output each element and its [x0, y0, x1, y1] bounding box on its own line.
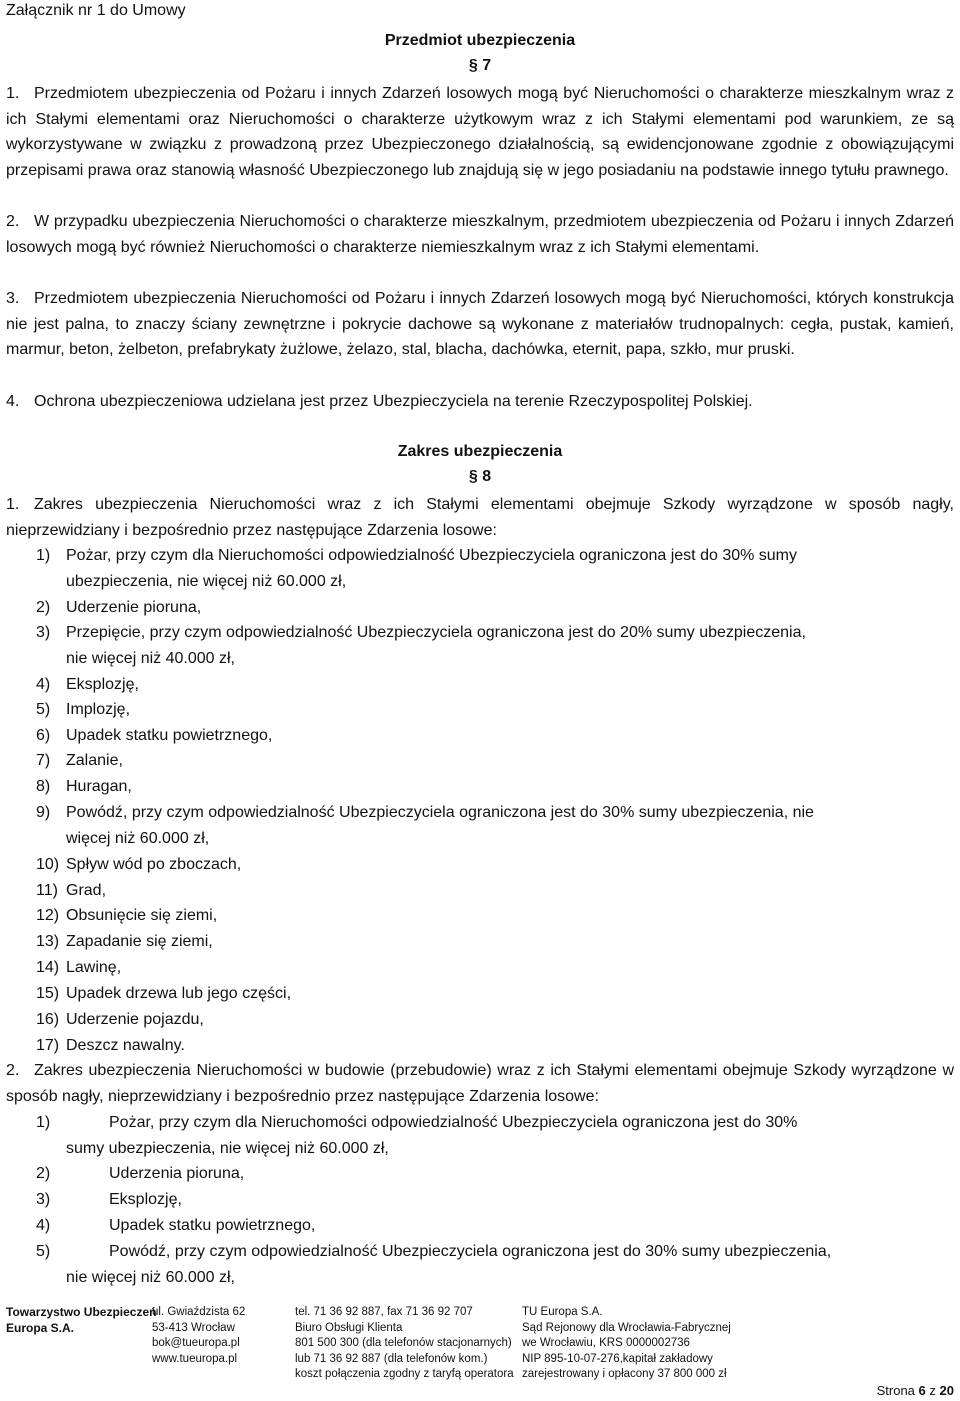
s8-p1-item-13: 13) Zapadanie się ziemi,	[36, 933, 213, 950]
s7-paragraph-4: 4. Ochrona ubezpieczeniowa udzielana jest przez Ubezpieczyciela na terenie Rzeczypospolitej Polskiej.	[6, 393, 753, 410]
s8-p2-item-1: 1) Pożar, przy czym dla Nieruchomości odpowiedzialność Ubezpieczyciela ograniczona jest do 30% sumy ubezpieczenia, nie więcej niż 60.000 zł,	[36, 1114, 798, 1157]
paragraph-sign-7: § 7	[468, 57, 492, 74]
footer-contact: tel. 71 36 92 887, fax 71 36 92 707 Biuro Obsługi Klienta 801 500 300 (dla telefonów stacjonarnych) lub 71 36 92 887 (dla telefonów kom.) koszt połączenia zgodny z taryfą operatora	[295, 1306, 514, 1380]
s8-p2-item-3: 3) Eksplozję,	[36, 1191, 182, 1208]
s8-p1-item-10: 10) Spływ wód po zboczach,	[36, 856, 242, 873]
s8-p1-item-17: 17) Deszcz nawalny.	[36, 1037, 185, 1054]
s8-p1-item-16: 16) Uderzenie pojazdu,	[36, 1011, 204, 1028]
s8-p1-item-3: 3) Przepięcie, przy czym odpowiedzialność Ubezpieczyciela ograniczona jest do 20% sumy ubezpieczenia, nie więcej niż 40.000 zł,	[36, 624, 806, 667]
s7-paragraph-1: 1. Przedmiotem ubezpieczenia od Pożaru i innych Zdarzeń losowych mogą być Nieruchomości o charakterze mieszkalnym wraz z ich Stałymi elementami oraz Nieruchomości o charakterze użytkowym wraz z ich Stałymi elementami pod warunkiem, ze są wykorzystywane w związku z prowadzoną przez Ubezpieczonego działalnością, są ewidencjonowane zgodnie z obowiązującymi przepisami prawa oraz stanowią własność Ubezpieczonego lub znajdują się w jego posiadaniu na podstawie innego tytułu prawnego.	[6, 85, 954, 179]
page-number: Strona 6 z 20	[876, 1383, 954, 1398]
s8-p1-item-11: 11) Grad,	[36, 882, 107, 899]
s8-p1-item-1: 1) Pożar, przy czym dla Nieruchomości odpowiedzialność Ubezpieczyciela ograniczona jest do 30% sumy ubezpieczenia, nie więcej niż 60.000 zł,	[36, 547, 798, 590]
footer-address: ul. Gwiaździsta 62 53-413 Wrocław bok@tueuropa.pl www.tueuropa.pl	[152, 1305, 245, 1367]
footer-email-link[interactable]: bok@tueuropa.pl	[152, 1337, 240, 1349]
s8-paragraph-1: 1. Zakres ubezpieczenia Nieruchomości wraz z ich Stałymi elementami obejmuje Szkody wyrządzone w sposób nagły, nieprzewidziany i bezpośrednio przez następujące Zdarzenia losowe:	[6, 496, 954, 539]
s8-p1-item-9: 9) Powódź, przy czym odpowiedzialność Ubezpieczyciela ograniczona jest do 30% sumy ubezpieczenia, nie więcej niż 60.000 zł,	[36, 804, 814, 847]
s7-paragraph-3: 3. Przedmiotem ubezpieczenia Nieruchomości od Pożaru i innych Zdarzeń losowych mogą być Nieruchomości, których konstrukcja nie jest palna, to znaczy ściany zewnętrzne i pokrycie dachowe są wykonane z materiałów trudnopalnych: cegła, pustak, kamień, marmur, beton, żelbeton, prefabrykaty żużlowe, żelazo, stal, blacha, dachówka, eternit, papa, szkło, mur pruski.	[6, 290, 954, 359]
section-heading-subject: Przedmiot ubezpieczenia	[384, 32, 576, 49]
footer-registration: TU Europa S.A. Sąd Rejonowy dla Wrocławia-Fabrycznej we Wrocławiu, KRS 0000002736 NIP 895-10-07-276,kapitał zakładowy zarejestrowany i opłacony 37 800 000 zł	[522, 1306, 731, 1380]
paragraph-sign-8: § 8	[468, 468, 492, 485]
s8-p1-item-14: 14) Lawinę,	[36, 959, 122, 976]
s8-paragraph-2: 2. Zakres ubezpieczenia Nieruchomości w budowie (przebudowie) wraz z ich Stałymi elementami obejmuje Szkody wyrządzone w sposób nagły, nieprzewidziany i bezpośrednio przez następujące Zdarzenia losowe:	[6, 1062, 954, 1105]
s8-p1-item-15: 15) Upadek drzewa lub jego części,	[36, 985, 292, 1002]
s8-p1-item-12: 12) Obsunięcie się ziemi,	[36, 907, 218, 924]
s8-p1-item-8: 8) Huragan,	[36, 778, 132, 795]
s8-p1-item-6: 6) Upadek statku powietrznego,	[36, 727, 273, 744]
footer-website-link[interactable]: www.tueuropa.pl	[152, 1352, 238, 1365]
s8-p2-item-5: 5) Powódź, przy czym odpowiedzialność Ubezpieczyciela ograniczona jest do 30% sumy ubezpieczenia, nie więcej niż 60.000 zł,	[36, 1243, 832, 1286]
s8-p1-item-7: 7) Zalanie,	[36, 752, 123, 769]
s8-p2-item-2: 2) Uderzenia pioruna,	[36, 1165, 245, 1182]
section-heading-scope: Zakres ubezpieczenia	[397, 443, 563, 460]
s8-p1-item-5: 5) Implozję,	[36, 701, 131, 718]
s8-p1-item-4: 4) Eksplozję,	[36, 676, 139, 693]
footer-company: Towarzystwo Ubezpieczeń Europa S.A.	[6, 1305, 157, 1335]
s8-p2-item-4: 4) Upadek statku powietrznego,	[36, 1217, 316, 1234]
s7-paragraph-2: 2. W przypadku ubezpieczenia Nieruchomości o charakterze mieszkalnym, przedmiotem ubezpieczenia od Pożaru i innych Zdarzeń losowych mogą być również Nieruchomości o charakterze niemieszkalnym wraz z ich Stałymi elementami.	[6, 213, 954, 256]
annex-title: Załącznik nr 1 do Umowy	[6, 2, 186, 19]
s8-p1-item-2: 2) Uderzenie pioruna,	[36, 599, 202, 616]
